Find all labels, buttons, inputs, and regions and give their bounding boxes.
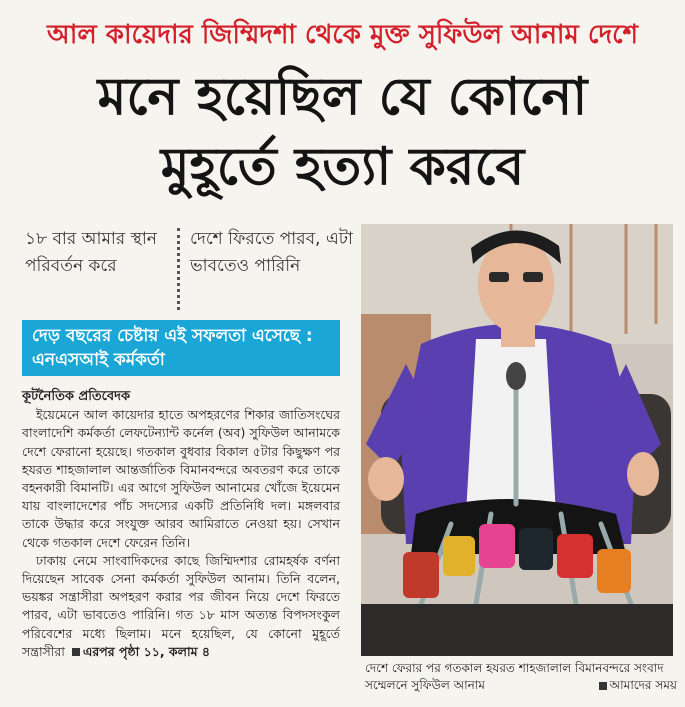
article-paragraph-2-text: ঢাকায় নেমে সাংবাদিকদের কাছে জিম্মিদশার রোমহর্ষক বর্ণনা দিয়েছেন সাবেক সেনা কর্মকর্তা সুফিউল আনাম। তিনি বলেন, ভয়ঙ্কর সন্ত্রাসীরা অপহরণ করার পর জীবন নিয়ে দেশে ফিরতে পারব, এটা ভাবতেও পারিনি। গত ১৮ মাস অত্যন্ত বিপদসংকুল পরিবেশের মধ্যে ছিলাম। মনে হয়েছিল, যে কোনো মুহূর্তে সন্ত্রাসীরা xyxy=(22,552,340,659)
pull-quotes xyxy=(25,226,355,312)
photo-illustration xyxy=(361,224,673,656)
continued-on: এরপর পৃষ্ঠা ১১, কলাম ৪ xyxy=(82,643,211,659)
headline-line-2: মুহূর্তে হত্যা করবে xyxy=(160,137,525,197)
pull-quote-right: দেশে ফিরতে পারব, এটা ভাবতেও পারিনি xyxy=(190,229,353,276)
headline-line-1: মনে হয়েছিল যে কোনো xyxy=(97,67,588,127)
byline: কূটনৈতিক প্রতিবেদক xyxy=(22,389,131,404)
continued-square-icon xyxy=(72,648,80,656)
caption-text: দেশে ফেরার পর গতকাল হযরত শাহজালাল বিমানবন্দরে সংবাদ সম্মেলনে সুফিউল আনাম xyxy=(365,661,664,692)
article-paragraph-1: ইয়েমেনে আল কায়েদার হাতে অপহরণের শিকার জাতিসংঘের বাংলাদেশি কর্মকর্তা লেফটেন্যান্ট কর্নেল (অব) সুফিউল আনামকে দেশে ফেরানো হয়েছে। গতকাল বুধবার বিকাল ৫টার কিছুক্ষণ পর হযরত শাহজালাল আন্তর্জাতিক বিমানবন্দরে অবতরণ করে তাকে বহনকারী বিমানটি। এর আগে সুফিউল আনামের খোঁজে ইয়েমেন যায় বাংলাদেশের পাঁচ সদস্যের একটি প্রতিনিধি দল। মঙ্গলবার তাকে উদ্ধার করে সংযুক্ত আরব আমিরাতে নেওয়া হয়। সেখান থেকে গতকাল দেশে ফেরেন তিনি। xyxy=(22,407,340,550)
photo-credit-text: আমাদের সময় xyxy=(609,678,677,692)
subheading-banner: দেড় বছরের চেষ্টায় এই সফলতা এসেছে : এনএসআই কর্মকর্তা xyxy=(22,320,340,376)
photo-credit xyxy=(596,677,677,694)
quote-divider xyxy=(177,228,180,310)
pull-quote-left: ১৮ বার আমার স্থান পরিবর্তন করে xyxy=(25,229,157,276)
main-headline xyxy=(0,62,685,202)
kicker-headline: আল কায়েদার জিম্মিদশা থেকে মুক্ত সুফিউল আনাম দেশে xyxy=(47,20,638,50)
news-photo xyxy=(361,224,673,656)
photo-caption xyxy=(365,660,677,694)
article-body xyxy=(22,388,340,661)
credit-square-icon xyxy=(599,682,607,690)
article-paragraph-2 xyxy=(22,552,340,661)
